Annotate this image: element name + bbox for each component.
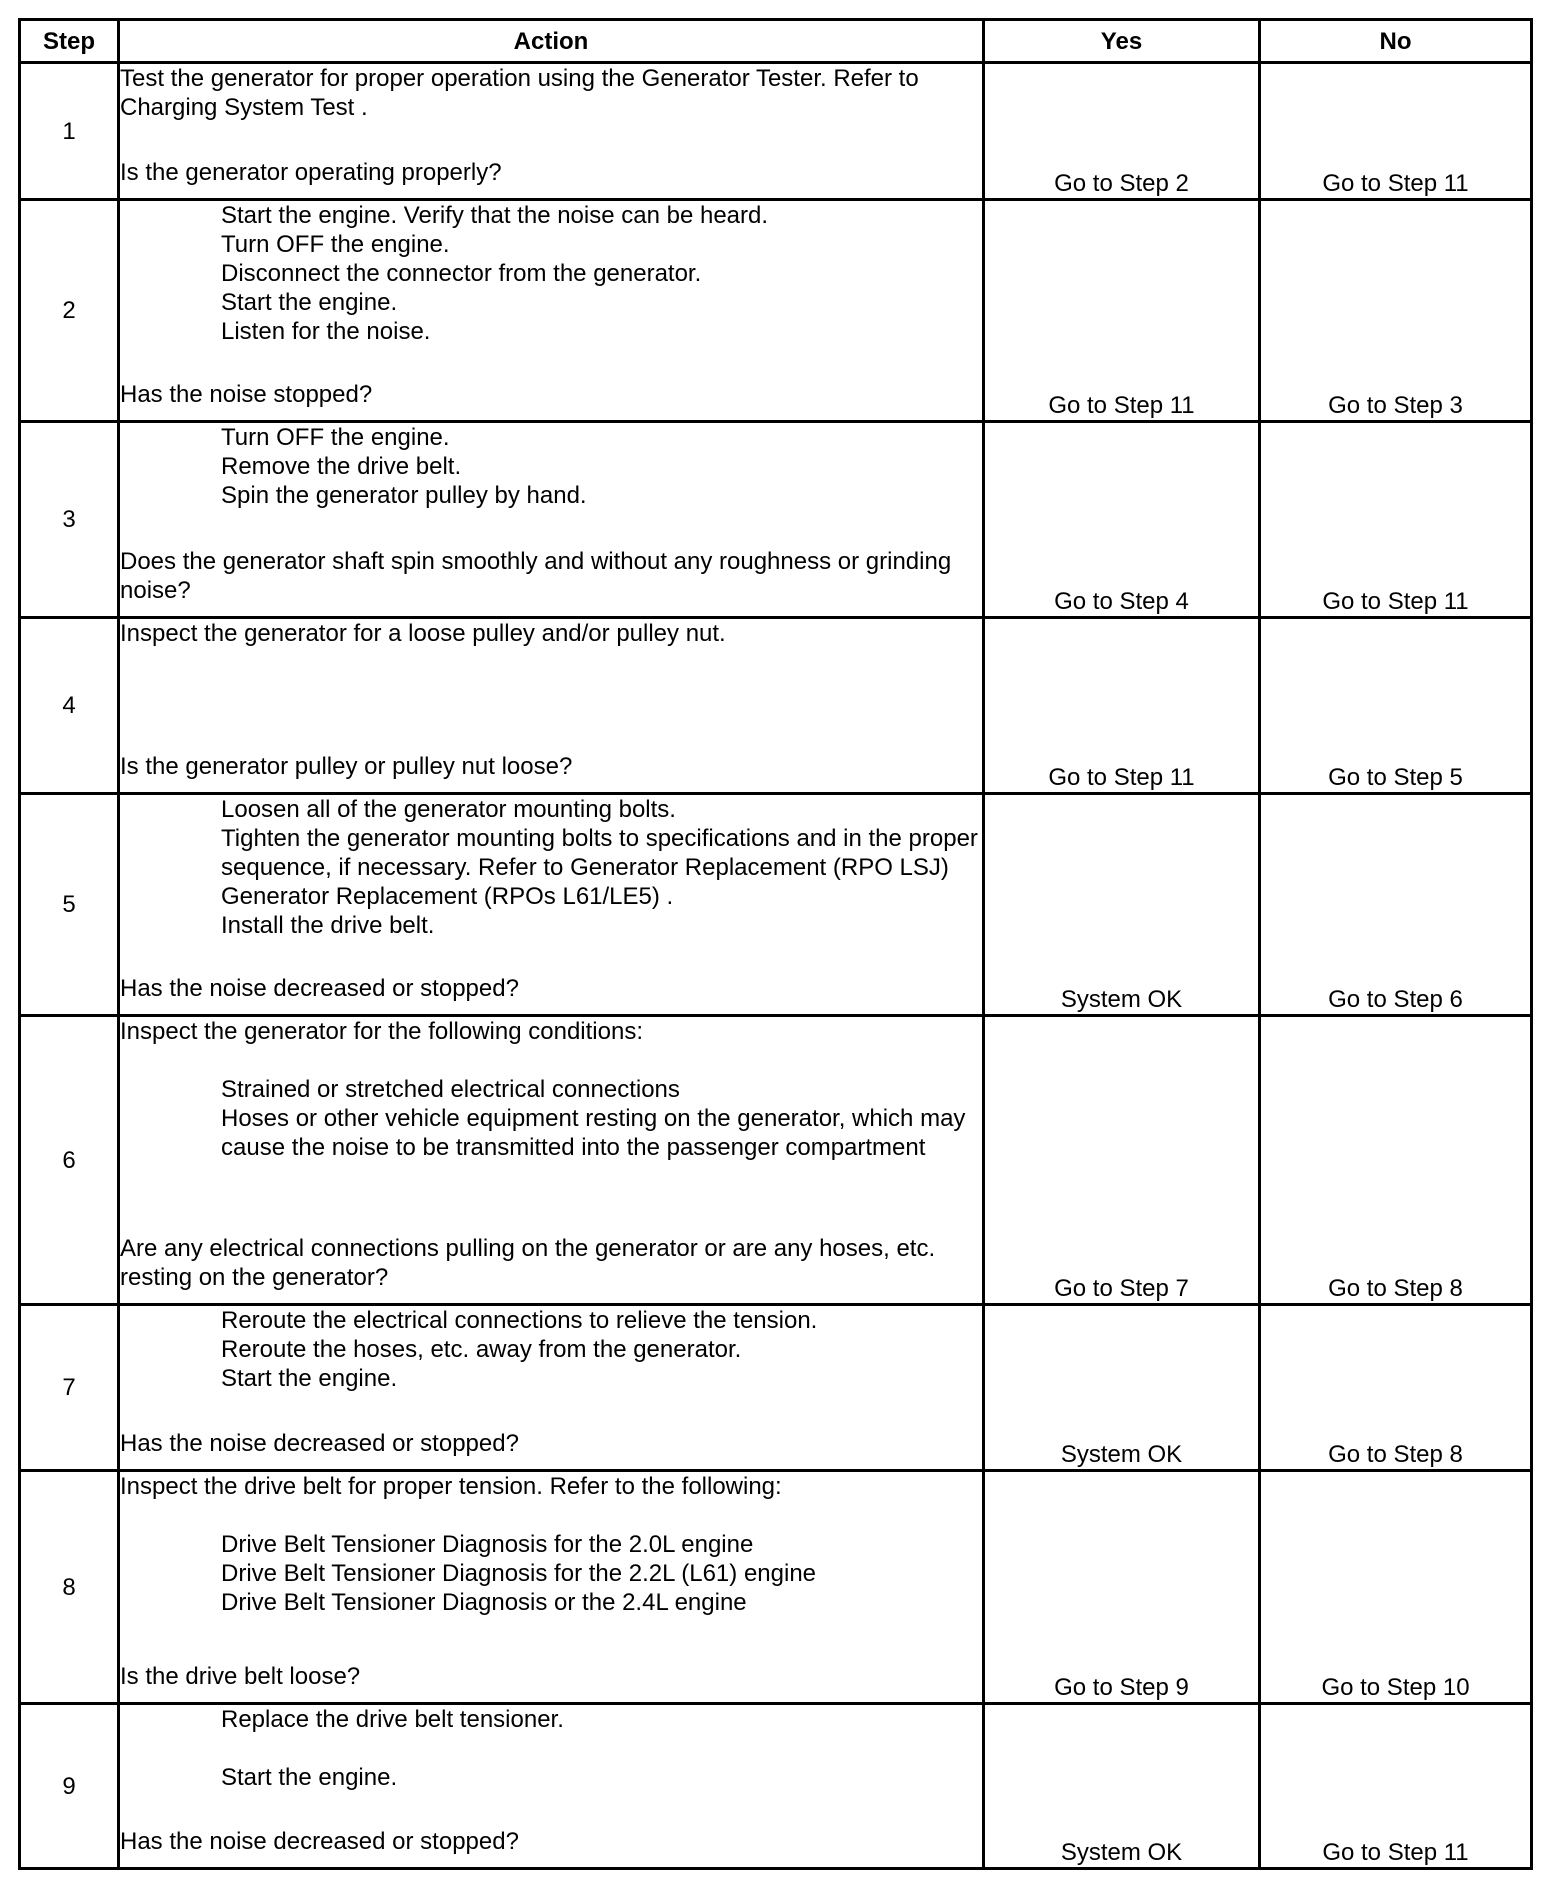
action-line: Spin the generator pulley by hand. xyxy=(221,482,587,509)
table-row xyxy=(20,1016,1532,1305)
action-line xyxy=(120,1501,982,1530)
step-number: 8 xyxy=(20,1471,119,1704)
table-row xyxy=(20,1305,1532,1471)
header-step: Step xyxy=(20,20,119,63)
action-question: Has the noise decreased or stopped? xyxy=(120,1828,519,1855)
table-row xyxy=(20,200,1532,422)
action-line: Drive Belt Tensioner Diagnosis for the 2.0L engine xyxy=(221,1531,754,1558)
yes-result: System OK xyxy=(984,1704,1260,1869)
action-line: Start the engine. xyxy=(221,1365,398,1392)
yes-result: Go to Step 9 xyxy=(984,1471,1260,1704)
yes-result: Go to Step 11 xyxy=(984,200,1260,422)
no-result: Go to Step 8 xyxy=(1260,1305,1532,1471)
action-cell xyxy=(119,63,984,200)
action-line: Test the generator for proper operation using the Generator Tester. Refer to Charging System Test . xyxy=(120,65,919,121)
action-question: Are any electrical connections pulling on the generator or are any hoses, etc. resting on the generator? xyxy=(120,1235,936,1291)
action-line: Strained or stretched electrical connections xyxy=(221,1076,680,1103)
step-number: 3 xyxy=(20,422,119,618)
yes-result: Go to Step 2 xyxy=(984,63,1260,200)
action-cell xyxy=(119,618,984,794)
action-question: Is the generator operating properly? xyxy=(120,159,502,186)
action-line: Reroute the hoses, etc. away from the generator. xyxy=(221,1336,742,1363)
action-cell xyxy=(119,1704,984,1869)
no-result: Go to Step 3 xyxy=(1260,200,1532,422)
action-line: Turn OFF the engine. xyxy=(221,231,450,258)
action-line: Listen for the noise. xyxy=(221,318,431,345)
action-question: Has the noise stopped? xyxy=(120,381,373,408)
header-action: Action xyxy=(119,20,984,63)
yes-result: Go to Step 11 xyxy=(984,618,1260,794)
action-line: Install the drive belt. xyxy=(221,912,435,939)
action-question: Is the drive belt loose? xyxy=(120,1663,361,1690)
no-result: Go to Step 11 xyxy=(1260,1704,1532,1869)
step-number: 1 xyxy=(20,63,119,200)
step-number: 9 xyxy=(20,1704,119,1869)
action-line: Loosen all of the generator mounting bolts. xyxy=(221,796,676,823)
action-line: Start the engine. Verify that the noise can be heard. xyxy=(221,202,769,229)
action-line: Remove the drive belt. xyxy=(221,453,462,480)
table-row xyxy=(20,1471,1532,1704)
action-line: Hoses or other vehicle equipment resting on the generator, which may cause the noise to be transmitted into the passenger compartment xyxy=(221,1105,966,1161)
action-question: Is the generator pulley or pulley nut loose? xyxy=(120,753,573,780)
action-line: Disconnect the connector from the generator. xyxy=(221,260,702,287)
no-result: Go to Step 10 xyxy=(1260,1471,1532,1704)
step-number: 4 xyxy=(20,618,119,794)
table-row xyxy=(20,1704,1532,1869)
step-number: 7 xyxy=(20,1305,119,1471)
header-yes: Yes xyxy=(984,20,1260,63)
table-row xyxy=(20,422,1532,618)
no-result: Go to Step 8 xyxy=(1260,1016,1532,1305)
yes-result: System OK xyxy=(984,1305,1260,1471)
action-line: Reroute the electrical connections to relieve the tension. xyxy=(221,1307,818,1334)
step-number: 5 xyxy=(20,794,119,1016)
action-line xyxy=(120,1734,982,1763)
no-result: Go to Step 5 xyxy=(1260,618,1532,794)
action-line: Turn OFF the engine. xyxy=(221,424,450,451)
action-question: Has the noise decreased or stopped? xyxy=(120,1430,519,1457)
table-row xyxy=(20,794,1532,1016)
yes-result: Go to Step 7 xyxy=(984,1016,1260,1305)
action-line: Tighten the generator mounting bolts to specifications and in the proper sequence, if necessary. Refer to Generator Replacement (RPO LSJ) Generator Replacement (RPOs L61/LE5) . xyxy=(221,825,978,910)
action-line: Drive Belt Tensioner Diagnosis or the 2.4L engine xyxy=(221,1589,747,1616)
header-row xyxy=(20,20,1532,63)
action-cell xyxy=(119,1471,984,1704)
action-question: Does the generator shaft spin smoothly and without any roughness or grinding noise? xyxy=(120,548,952,604)
no-result: Go to Step 11 xyxy=(1260,422,1532,618)
action-cell xyxy=(119,422,984,618)
table-row xyxy=(20,618,1532,794)
step-number: 6 xyxy=(20,1016,119,1305)
header-no: No xyxy=(1260,20,1532,63)
table-row xyxy=(20,63,1532,200)
action-line: Inspect the generator for a loose pulley and/or pulley nut. xyxy=(120,620,726,647)
yes-result: System OK xyxy=(984,794,1260,1016)
action-cell xyxy=(119,1305,984,1471)
step-number: 2 xyxy=(20,200,119,422)
action-question: Has the noise decreased or stopped? xyxy=(120,975,519,1002)
action-cell xyxy=(119,794,984,1016)
action-line: Start the engine. xyxy=(221,289,398,316)
action-cell xyxy=(119,1016,984,1305)
action-line: Inspect the drive belt for proper tension. Refer to the following: xyxy=(120,1473,782,1500)
action-cell xyxy=(119,200,984,422)
no-result: Go to Step 6 xyxy=(1260,794,1532,1016)
no-result: Go to Step 11 xyxy=(1260,63,1532,200)
diagnostic-table xyxy=(18,18,1533,1870)
action-line xyxy=(120,1046,982,1075)
action-line: Start the engine. xyxy=(221,1764,398,1791)
action-line: Inspect the generator for the following conditions: xyxy=(120,1018,643,1045)
yes-result: Go to Step 4 xyxy=(984,422,1260,618)
action-line: Replace the drive belt tensioner. xyxy=(221,1706,564,1733)
action-line: Drive Belt Tensioner Diagnosis for the 2.2L (L61) engine xyxy=(221,1560,817,1587)
